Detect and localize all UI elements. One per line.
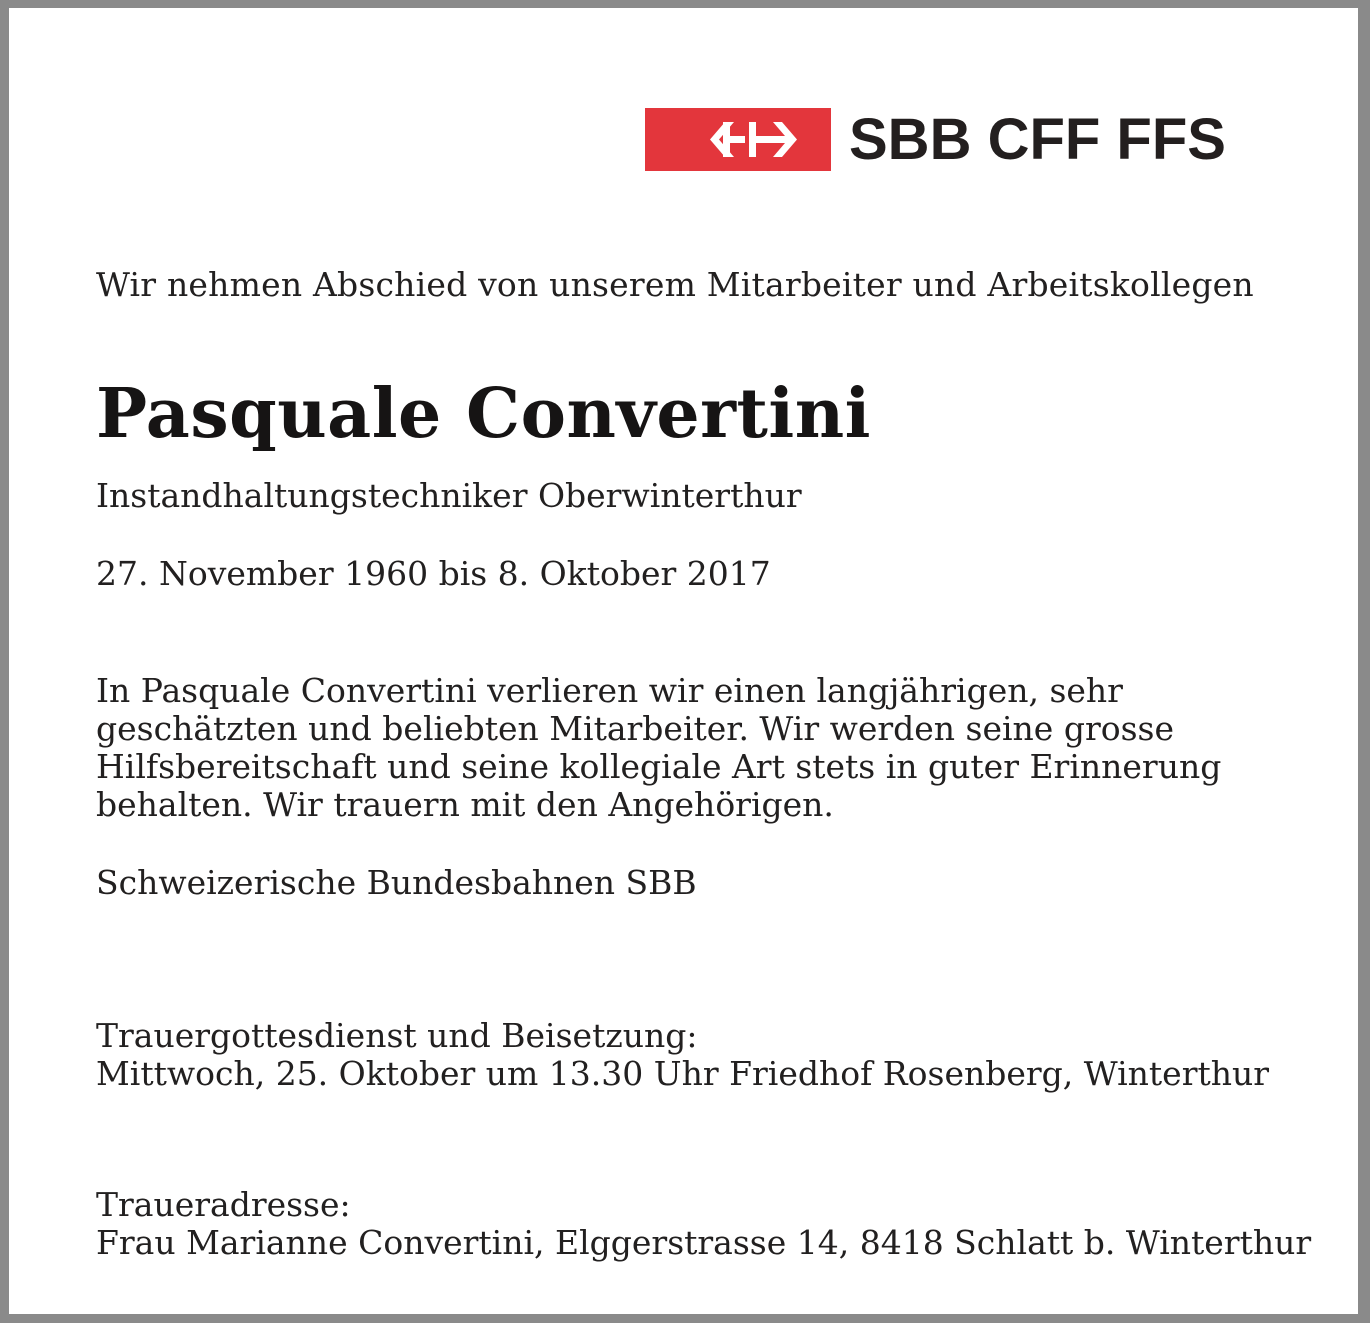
service-details: Mittwoch, 25. Oktober um 13.30 Uhr Friedhof Rosenberg, Winterthur (96, 1054, 1270, 1093)
signature: Schweizerische Bundesbahnen SBB (96, 863, 697, 902)
service-heading: Trauergottesdienst und Beisetzung: (96, 1016, 698, 1055)
sbb-brand-text: SBB CFF FFS (849, 107, 1226, 172)
message-line: behalten. Wir trauern mit den Angehörigen. (96, 785, 834, 824)
life-dates: 27. November 1960 bis 8. Oktober 2017 (96, 554, 771, 593)
message-line: geschätzten und beliebten Mitarbeiter. Wir werden seine grosse (96, 709, 1174, 748)
service-info (96, 1017, 1296, 1093)
condolence-message (96, 672, 1246, 824)
mourning-address (96, 1185, 1312, 1262)
sbb-logo-mark (645, 108, 831, 171)
address-details: Frau Marianne Convertini, Elggerstrasse 14, 8418 Schlatt b. Winterthur (96, 1223, 1312, 1262)
deceased-name: Pasquale Convertini (96, 374, 871, 454)
sbb-double-arrow-cross-icon (645, 108, 831, 171)
message-line: Hilfsbereitschaft und seine kollegiale Art stets in guter Erinnerung (96, 747, 1222, 786)
deceased-role: Instandhaltungstechniker Oberwinterthur (96, 476, 802, 515)
message-line: In Pasquale Convertini verlieren wir einen langjährigen, sehr (96, 671, 1123, 710)
sbb-logo (645, 108, 1226, 171)
farewell-intro: Wir nehmen Abschied von unserem Mitarbeiter und Arbeitskollegen (96, 265, 1254, 304)
address-heading: Traueradresse: (96, 1185, 351, 1224)
